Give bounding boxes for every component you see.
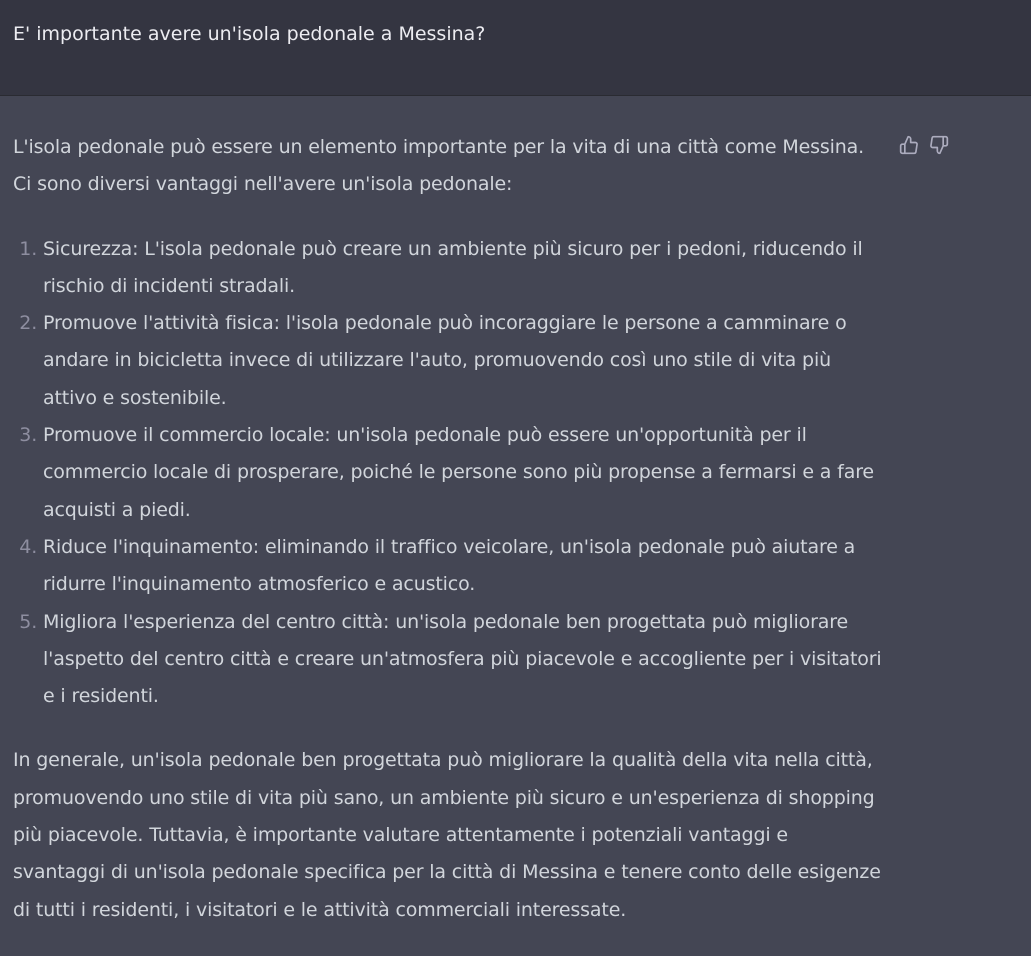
feedback-actions [898, 134, 950, 156]
assistant-intro: L'isola pedonale può essere un elemento importante per la vita di una città come Messina. Ci sono diversi vantaggi nell'avere un'isola pedonale: [13, 136, 865, 196]
list-item: 5. Migliora l'esperienza del centro città: un'isola pedonale ben progettata può migliorare l'aspetto del centro città e creare un'atmosfera più piacevole e accogliente per i visitatori e i residenti. [43, 604, 883, 716]
user-message-text: E' importante avere un'isola pedonale a Messina? [13, 23, 486, 45]
advantages-list [13, 231, 883, 716]
list-item: 2. Promuove l'attività fisica: l'isola pedonale può incoraggiare le persone a camminare o andare in bicicletta invece di utilizzare l'auto, promuovendo così uno stile di vita più attivo e sostenibile. [43, 305, 883, 417]
thumbs-up-icon [899, 135, 919, 155]
assistant-message-content [13, 129, 883, 929]
thumbs-down-button[interactable] [928, 134, 950, 156]
thumbs-up-button[interactable] [898, 134, 920, 156]
list-item: 4. Riduce l'inquinamento: eliminando il traffico veicolare, un'isola pedonale può aiutare a ridurre l'inquinamento atmosferico e acustico. [43, 529, 883, 604]
assistant-message-row [0, 96, 1031, 956]
assistant-conclusion: In generale, un'isola pedonale ben progettata può migliorare la qualità della vita nella città, promuovendo uno stile di vita più sano, un ambiente più sicuro e un'esperienza di shopping più piacevole. Tuttavia, è importante valutare attentamente i potenziali vantaggi e svantaggi di un'isola pedonale specifica per la città di Messina e tenere conto delle esigenze di tutti i residenti, i visitatori e le attività commerciali interessate. [13, 749, 881, 921]
list-item: 3. Promuove il commercio locale: un'isola pedonale può essere un'opportunità per il commercio locale di prosperare, poiché le persone sono più propense a fermarsi e a fare acquisti a piedi. [43, 417, 883, 529]
list-item: 1. Sicurezza: L'isola pedonale può creare un ambiente più sicuro per i pedoni, riducendo il rischio di incidenti stradali. [43, 231, 883, 306]
thumbs-down-icon [929, 135, 949, 155]
user-message-row [0, 0, 1031, 96]
